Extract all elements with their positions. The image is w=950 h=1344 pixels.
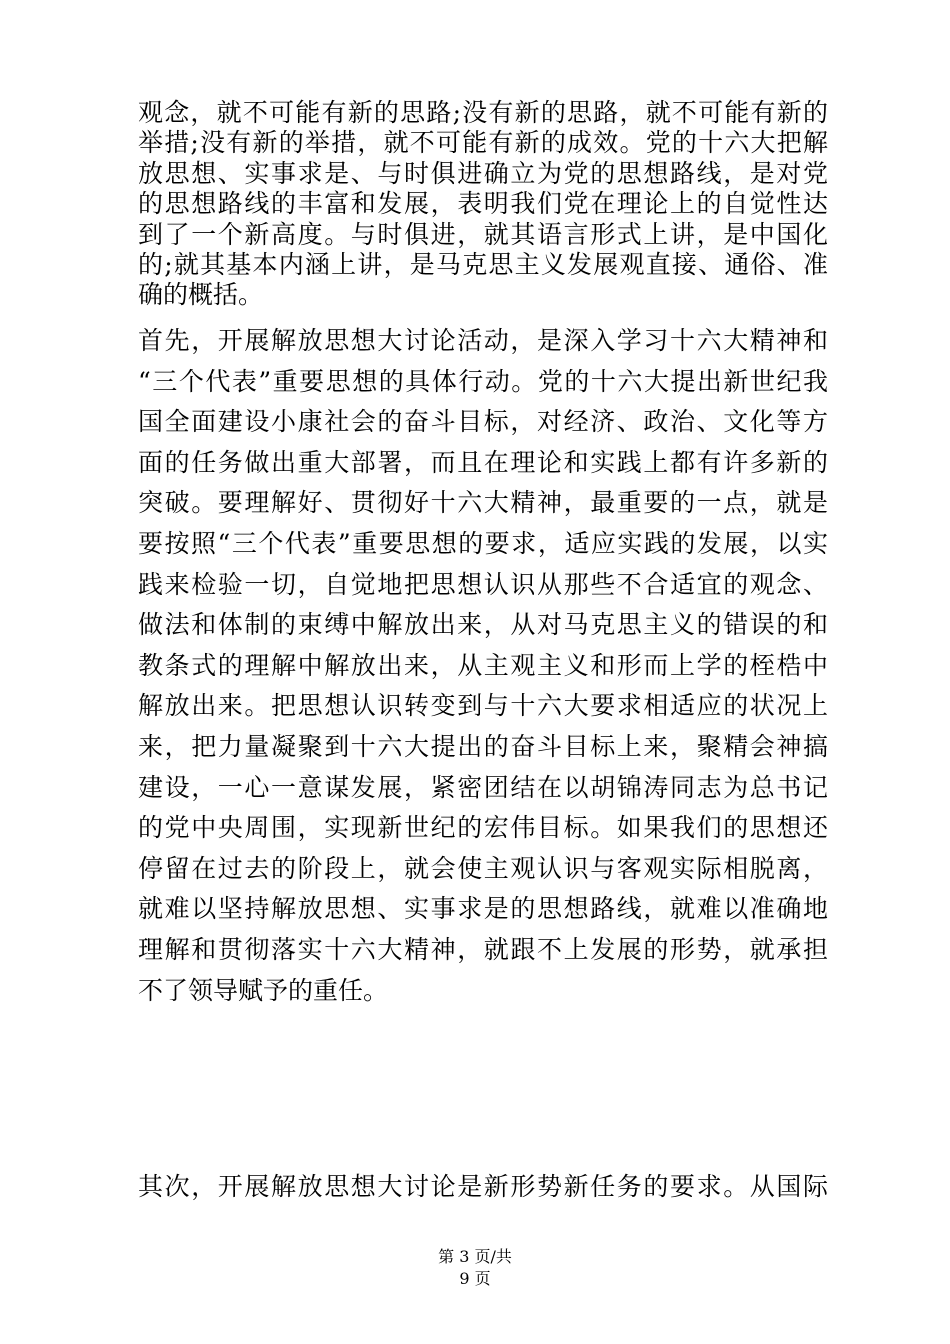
paragraph-2 xyxy=(138,321,828,1011)
text-line: 不了领导赋予的重任。 xyxy=(138,975,389,1005)
text-line: 面的任务做出重大部署，而且在理论和实践上都有许多新的 xyxy=(138,447,828,477)
text-line: 停留在过去的阶段上，就会使主观认识与客观实际相脱离， xyxy=(138,853,828,883)
text-line: 的;就其基本内涵上讲，是马克思主义发展观直接、通俗、准 xyxy=(138,249,828,279)
page-number-line-2: 9 页 xyxy=(459,1269,491,1288)
text-line: 建设，一心一意谋发展，紧密团结在以胡锦涛同志为总书记 xyxy=(138,772,828,802)
text-line: 来，把力量凝聚到十六大提出的奋斗目标上来，聚精会神搞 xyxy=(138,731,828,761)
text-line: 理解和贯彻落实十六大精神，就跟不上发展的形势，就承担 xyxy=(138,934,828,964)
page-footer xyxy=(0,1246,950,1290)
text-line: 的党中央周围，实现新世纪的宏伟目标。如果我们的思想还 xyxy=(138,813,828,843)
text-line: 其次，开展解放思想大讨论是新形势新任务的要求。从国际 xyxy=(138,1172,828,1201)
text-line: 要按照“三个代表”重要思想的要求，适应实践的发展，以实 xyxy=(138,528,828,558)
text-line: 的思想路线的丰富和发展，表明我们党在理论上的自觉性达 xyxy=(138,189,828,219)
text-line: 放思想、实事求是、与时俱进确立为党的思想路线，是对党 xyxy=(138,158,828,188)
text-line: 首先，开展解放思想大讨论活动，是深入学习十六大精神和 xyxy=(138,326,828,355)
text-line: 观念，就不可能有新的思路;没有新的思路，就不可能有新的 xyxy=(138,98,828,127)
text-line: 到了一个新高度。与时俱进，就其语言形式上讲，是中国化 xyxy=(138,219,828,249)
page-number-line-1: 第 3 页/共 xyxy=(438,1247,512,1266)
text-line: 教条式的理解中解放出来，从主观主义和形而上学的桎梏中 xyxy=(138,650,828,680)
text-line: 确的概括。 xyxy=(138,280,264,310)
paragraph-3 xyxy=(138,1167,828,1208)
text-line: “三个代表”重要思想的具体行动。党的十六大提出新世纪我 xyxy=(138,366,828,396)
text-line: 解放出来。把思想认识转变到与十六大要求相适应的状况上 xyxy=(138,691,828,721)
text-line: 国全面建设小康社会的奋斗目标，对经济、政治、文化等方 xyxy=(138,407,828,437)
text-line: 突破。要理解好、贯彻好十六大精神，最重要的一点，就是 xyxy=(138,488,828,518)
text-line: 践来检验一切，自觉地把思想认识从那些不合适宜的观念、 xyxy=(138,569,828,599)
text-line: 就难以坚持解放思想、实事求是的思想路线，就难以准确地 xyxy=(138,894,828,924)
text-line: 做法和体制的束缚中解放出来，从对马克思主义的错误的和 xyxy=(138,610,828,640)
text-line: 举措;没有新的举措，就不可能有新的成效。党的十六大把解 xyxy=(138,128,828,158)
paragraph-1 xyxy=(138,98,828,311)
